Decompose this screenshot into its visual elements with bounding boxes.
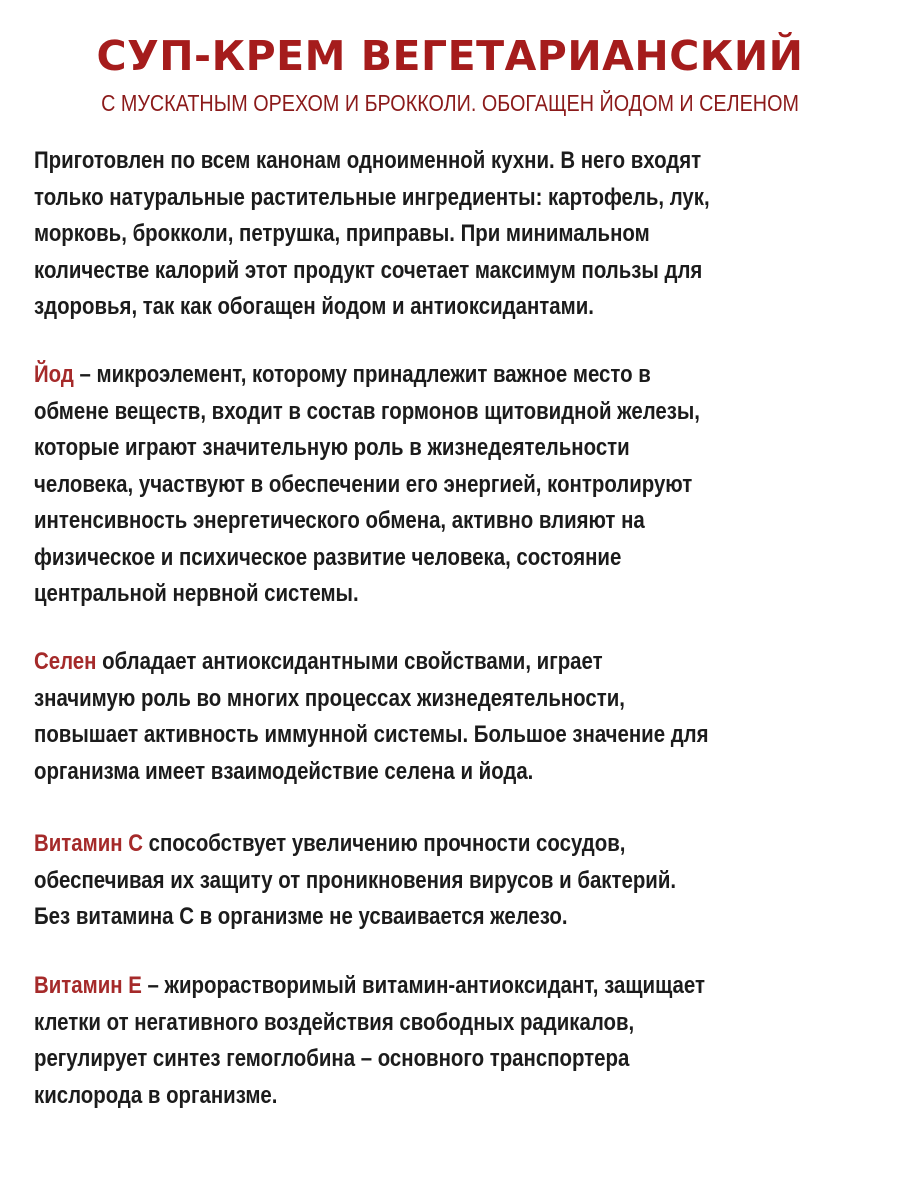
iodine-line-7: центральной нервной системы. — [34, 580, 359, 607]
iodine-line-1 — [34, 357, 765, 394]
iodine-line-5: интенсивность энергетического обмена, активно влияют на — [34, 507, 645, 534]
iodine-line-3: которые играют значительную роль в жизнедеятельности — [34, 434, 630, 461]
vitamin-e-first-line-text: – жирорастворимый витамин-антиоксидант, защищает — [141, 972, 705, 999]
vitamin-c-paragraph — [34, 826, 894, 936]
vitamin-c-first-line-text: способствует увеличению прочности сосудов, — [142, 830, 626, 857]
vitamin-e-line-3: регулирует синтез гемоглобина – основного транспортера — [34, 1045, 630, 1072]
vitamin-e-line-2: клетки от негативного воздействия свободных радикалов, — [34, 1008, 635, 1036]
product-title: СУП-КРЕМ ВЕГЕТАРИАНСКИЙ — [96, 32, 804, 80]
vitamin-e-term: Витамин Е — [34, 972, 142, 999]
vitamin-c-line-3: Без витамина С в организме не усваивается железо. — [34, 903, 568, 930]
intro-line-3: морковь, брокколи, петрушка, приправы. При минимальном — [34, 220, 650, 247]
iodine-term: Йод — [34, 361, 74, 388]
selenium-line-2: значимую роль во многих процессах жизнедеятельности, — [34, 684, 625, 712]
intro-line-2: только натуральные растительные ингредиенты: картофель, лук, — [34, 183, 710, 211]
vitamin-c-term: Витамин С — [34, 830, 143, 857]
iodine-paragraph — [34, 357, 894, 613]
iodine-line-2: обмене веществ, входит в состав гормонов щитовидной железы, — [34, 397, 700, 425]
intro-paragraph — [34, 143, 894, 326]
iodine-line-6: физическое и психическое развитие человека, состояние — [34, 543, 622, 571]
selenium-line-1 — [34, 644, 765, 681]
vitamin-e-line-4: кислорода в организме. — [34, 1081, 278, 1109]
iodine-first-line-text: – микроэлемент, которому принадлежит важное место в — [73, 361, 651, 388]
product-subtitle: С МУСКАТНЫМ ОРЕХОМ И БРОККОЛИ. ОБОГАЩЕН ЙОДОМ И СЕЛЕНОМ — [101, 90, 799, 116]
selenium-first-line-text: обладает антиоксидантными свойствами, играет — [96, 648, 603, 675]
selenium-paragraph — [34, 644, 894, 790]
selenium-line-3: повышает активность иммунной системы. Большое значение для — [34, 721, 709, 748]
vitamin-c-line-1 — [34, 826, 765, 863]
selenium-term: Селен — [34, 648, 97, 675]
intro-line-5: здоровья, так как обогащен йодом и антиоксидантами. — [34, 293, 594, 320]
iodine-line-4: человека, участвуют в обеспечении его энергией, контролируют — [34, 470, 693, 498]
vitamin-e-paragraph — [34, 968, 894, 1114]
vitamin-c-line-2: обеспечивая их защиту от проникновения вирусов и бактерий. — [34, 866, 677, 894]
vitamin-e-line-1 — [34, 968, 765, 1005]
intro-line-1: Приготовлен по всем канонам одноименной кухни. В него входят — [34, 147, 702, 174]
selenium-line-4: организма имеет взаимодействие селена и йода. — [34, 757, 534, 785]
intro-line-4: количестве калорий этот продукт сочетает максимум пользы для — [34, 256, 703, 284]
